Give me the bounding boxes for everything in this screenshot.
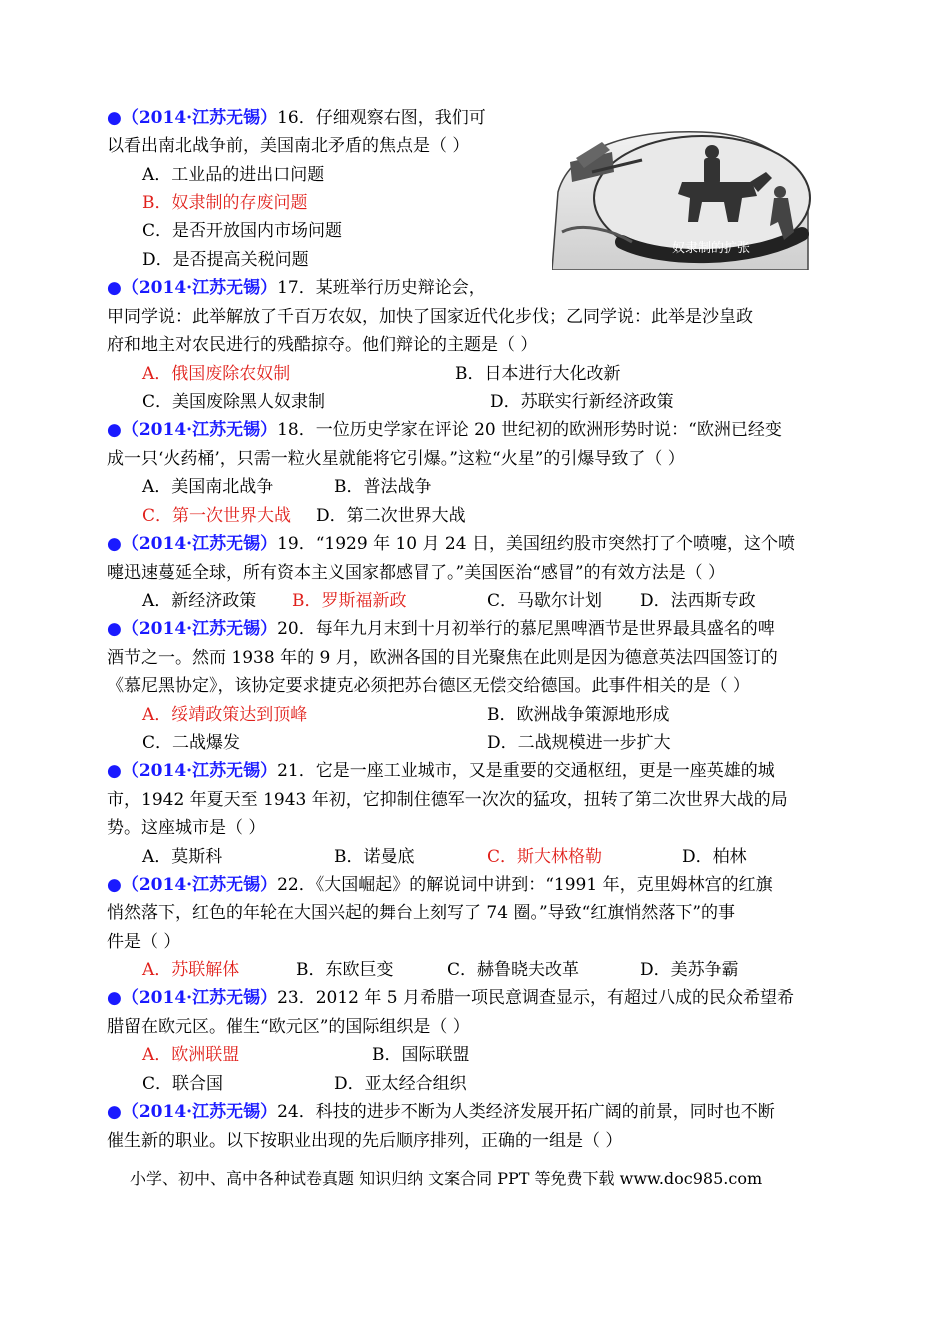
question-16-line-2: 以看出南北战争前，美国南北矛盾的焦点是（ ）	[107, 136, 470, 156]
question-19-line-2: 嚏迅速蔓延全球，所有资本主义国家都感冒了。”美国医治“感冒”的有效方法是（ ）	[107, 563, 725, 583]
q18-option-b: B．普法战争	[334, 477, 432, 497]
question-21-line-2: 市，1942 年夏天至 1943 年初，它抑制住德军一次次的猛攻，扭转了第二次世界大战的局	[107, 790, 788, 810]
q20-option-a: A．绥靖政策达到顶峰	[142, 705, 308, 725]
question-22-line-3: 件是（ ）	[107, 932, 181, 952]
question-21-line-1: ●（2014·江苏无锡）21．它是一座工业城市，又是重要的交通枢纽，更是一座英雄的城	[107, 761, 775, 781]
bullet-icon: ●	[107, 278, 122, 298]
q20-option-c: C．二战爆发	[142, 733, 241, 753]
footer-text: 小学、初中、高中各种试卷真题 知识归纳 文案合同 PPT 等免费下载 www.doc985.com	[130, 1169, 763, 1188]
question-24-line-2: 催生新的职业。以下按职业出现的先后顺序排列，正确的一组是（ ）	[107, 1131, 623, 1151]
q18-option-a: A．美国南北战争	[142, 477, 274, 497]
q18-option-d: D．第二次世界大战	[316, 506, 466, 526]
q22-option-c: C．赫鲁晓夫改革	[447, 960, 580, 980]
q17-option-d: D．苏联实行新经济政策	[490, 392, 674, 412]
q19-option-d: D．法西斯专政	[640, 591, 756, 611]
question-source: （2014·江苏无锡）	[121, 1102, 278, 1122]
q16-option-d: D．是否提高关税问题	[142, 250, 309, 270]
question-18-line-1: ●（2014·江苏无锡）18．一位历史学家在评论 20 世纪初的欧洲形势时说：“欧洲已经变	[107, 420, 782, 440]
question-23-line-2: 腊留在欧元区。催生“欧元区”的国际组织是（ ）	[107, 1017, 470, 1037]
question-20-line-1: ●（2014·江苏无锡）20．每年九月末到十月初举行的慕尼黑啤酒节是世界最具盛名的啤	[107, 619, 775, 639]
q23-option-c: C．联合国	[142, 1074, 224, 1094]
question-16-line-1: ●（2014·江苏无锡）16．仔细观察右图，我们可	[107, 108, 486, 128]
question-22-line-2: 悄然落下，红色的年轮在大国兴起的舞台上刻写了 74 圈。”导致“红旗悄然落下”的事	[107, 903, 736, 923]
question-20-line-2: 酒节之一。然而 1938 年的 9 月，欧洲各国的目光聚焦在此则是因为德意英法四国签订的	[107, 648, 778, 668]
question-source: （2014·江苏无锡）	[121, 278, 278, 298]
q23-option-d: D．亚太经合组织	[334, 1074, 467, 1094]
question-source: （2014·江苏无锡）	[121, 875, 278, 895]
q20-option-d: D．二战规模进一步扩大	[487, 733, 671, 753]
q18-option-c: C．第一次世界大战	[142, 506, 292, 526]
question-source: （2014·江苏无锡）	[121, 619, 278, 639]
q17-option-c: C．美国废除黑人奴隶制	[142, 392, 326, 412]
bullet-icon: ●	[107, 108, 122, 128]
q16-option-c: C．是否开放国内市场问题	[142, 221, 343, 241]
question-source: （2014·江苏无锡）	[121, 761, 278, 781]
question-21-line-3: 势。这座城市是（ ）	[107, 818, 266, 838]
q22-option-d: D．美苏争霸	[640, 960, 739, 980]
question-20-line-3: 《慕尼黑协定》，该协定要求捷克必须把苏台德区无偿交给德国。此事件相关的是（ ）	[107, 676, 750, 696]
q16-option-b: B．奴隶制的存废问题	[142, 193, 308, 213]
question-23-line-1: ●（2014·江苏无锡）23．2012 年 5 月希腊一项民意调查显示，有超过八成的民众希望希	[107, 988, 794, 1008]
question-22-line-1: ●（2014·江苏无锡）22．《大国崛起》的解说词中讲到：“1991 年，克里姆林宫的红旗	[107, 875, 773, 895]
question-17-line-1: ●（2014·江苏无锡）17．某班举行历史辩论会，	[107, 278, 486, 298]
bullet-icon: ●	[107, 420, 122, 440]
question-source: （2014·江苏无锡）	[121, 534, 278, 554]
q22-option-a: A．苏联解体	[142, 960, 240, 980]
bullet-icon: ●	[107, 875, 122, 895]
cartoon-illustration	[552, 122, 814, 270]
q21-option-c: C．斯大林格勒	[487, 847, 603, 867]
q17-option-b: B．日本进行大化改新	[455, 364, 621, 384]
bullet-icon: ●	[107, 619, 122, 639]
question-source: （2014·江苏无锡）	[121, 420, 278, 440]
q21-option-d: D．柏林	[682, 847, 747, 867]
q19-option-b: B．罗斯福新政	[292, 591, 407, 611]
q20-option-b: B．欧洲战争策源地形成	[487, 705, 670, 725]
q21-option-a: A．莫斯科	[142, 847, 223, 867]
q19-option-c: C．马歇尔计划	[487, 591, 603, 611]
bullet-icon: ●	[107, 761, 122, 781]
question-17-line-3: 府和地主对农民进行的残酷掠夺。他们辩论的主题是（ ）	[107, 335, 538, 355]
q17-option-a: A．俄国废除农奴制	[142, 364, 291, 384]
q16-option-a: A．工业品的进出口问题	[142, 165, 325, 185]
bullet-icon: ●	[107, 1102, 122, 1122]
question-17-line-2: 甲同学说：此举解放了千百万农奴，加快了国家近代化步伐；乙同学说：此举是沙皇政	[107, 307, 753, 327]
bullet-icon: ●	[107, 534, 122, 554]
question-source: （2014·江苏无锡）	[121, 108, 278, 128]
q21-option-b: B．诺曼底	[334, 847, 415, 867]
q19-option-a: A．新经济政策	[142, 591, 257, 611]
question-19-line-1: ●（2014·江苏无锡）19．“1929 年 10 月 24 日，美国纽约股市突然打了个喷嚏，这个喷	[107, 534, 795, 554]
question-source: （2014·江苏无锡）	[121, 988, 278, 1008]
q23-option-a: A．欧洲联盟	[142, 1045, 240, 1065]
q23-option-b: B．国际联盟	[372, 1045, 470, 1065]
question-18-line-2: 成一只‘火药桶’，只需一粒火星就能将它引爆。”这粒“火星”的引爆导致了（ ）	[107, 449, 685, 469]
question-24-line-1: ●（2014·江苏无锡）24．科技的进步不断为人类经济发展开拓广阔的前景，同时也不断	[107, 1102, 775, 1122]
bullet-icon: ●	[107, 988, 122, 1008]
q22-option-b: B．东欧巨变	[296, 960, 394, 980]
cartoon-caption: 奴隶制的扩张	[672, 241, 751, 256]
